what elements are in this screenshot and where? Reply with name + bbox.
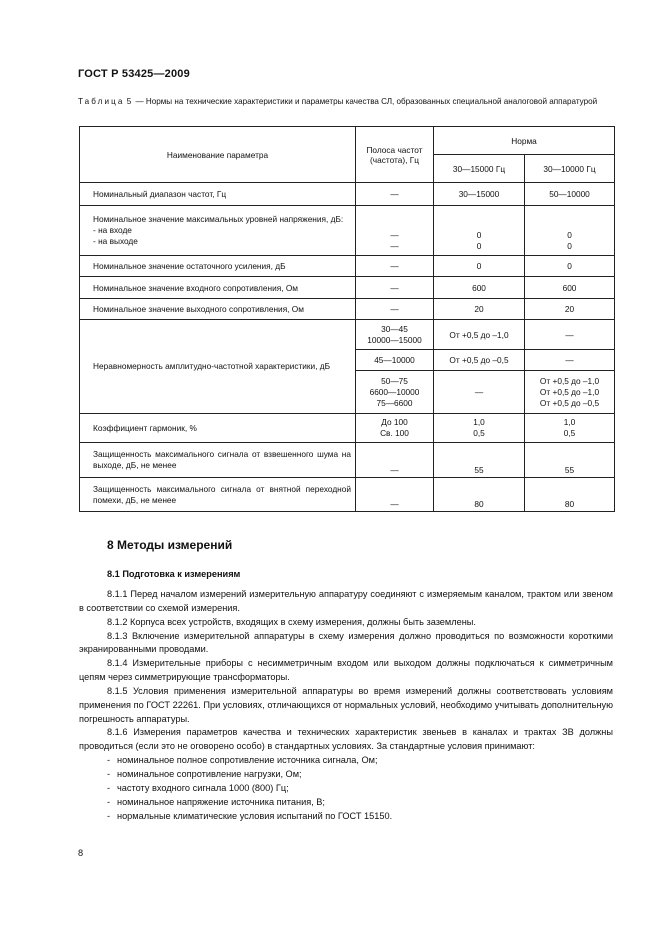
list-item [79,782,613,796]
table-row [80,183,615,206]
cell-norm-line: 0,5 [563,428,576,438]
section-heading: 8 Методы измерений [107,538,233,552]
paragraph: 8.1.5 Условия применения измерительной аппаратуры во время измерений должны соответствовать условиям применения по ГОСТ 22261. При условиях, отличающихся от нормальных условий, необходимо учитывать дополнительную погрешность аппаратуры. [79,685,613,724]
list-item [79,768,613,782]
subsection-heading: 8.1 Подготовка к измерениям [107,569,241,579]
cell-a-out: 0 [476,241,482,251]
cell-norm-line: 1,0 [473,417,485,427]
cell-norm-line: От +0,5 до –0,5 [539,397,600,408]
cell-name-in: - на входе [93,225,132,235]
cell-norm-line: От +0,5 до –1,0 [539,375,600,386]
list-dash: - [107,755,111,766]
table-row [80,299,615,320]
list-dash: - [107,768,111,779]
table-row [80,478,615,512]
paragraph: 8.1.3 Включение измерительной аппаратуры в схему измерения должно проводиться по возможности короткими экранированными проводами. [79,630,613,655]
cell-band: 45—10000 [356,350,434,371]
list-item-text: частоту входного сигнала 1000 (800) Гц; [117,782,289,793]
cell-norm-line: 1,0 [563,417,576,427]
cell-band-line: 50—75 [381,375,408,386]
document-header: ГОСТ Р 53425—2009 [78,68,190,80]
table-row [80,414,615,443]
cell-norm-a: — [434,371,525,414]
cell-name-text: Номинальное значение максимальных уровней напряжения, дБ: [93,214,344,224]
paragraph: 8.1.1 Перед началом измерений измерительную аппаратуру соединяют с измеряемым каналом, трактом или звеном в соответствии со схемой измерения. [79,589,613,613]
cell-band [356,371,434,414]
cell-band-line: Св. 100 [380,428,409,438]
cell-band: — [356,443,434,478]
cell-band: — [356,299,434,320]
cell-norm-b [525,206,615,256]
list-dash: - [107,810,111,821]
list-item [79,754,613,768]
cell-band-line: 10000—15000 [367,334,422,345]
cell-norm-b: — [525,350,615,371]
cell-band [356,414,434,443]
table-caption-text: — Нормы на технические характеристики и параметры качества СЛ, образованных специальной аналоговой аппаратурой [135,97,598,106]
cell-norm-b [525,371,615,414]
cell-name-text: Защищенность максимального сигнала от взвешенного шума на выходе, дБ, не менее [93,449,351,470]
cell-band-in: — [390,230,399,240]
cell-b-out: 0 [567,241,572,251]
header-norm-a: 30—15000 Гц [434,155,525,183]
cell-norm-a: От +0,5 до –0,5 [434,350,525,371]
cell-band: — [356,183,434,206]
cell-name: Коэффициент гармоник, % [80,414,356,443]
cell-name: Номинальное значение входного сопротивления, Ом [80,277,356,299]
cell-norm-line: От +0,5 до –1,0 [539,386,600,397]
cell-name: Номинальный диапазон частот, Гц [80,183,356,206]
page-number: 8 [78,848,84,858]
list-item [79,810,613,824]
list-item [79,796,613,810]
cell-norm-a: 0 [434,256,525,277]
paragraph: 8.1.4 Измерительные приборы с несимметричным входом или выходом должны подключаться к симметричным цепям через симметрирующие трансформаторы. [79,658,613,683]
cell-name [80,478,356,512]
cell-band-out: — [390,241,399,251]
cell-band: — [356,277,434,299]
cell-a-in: 0 [476,230,482,240]
table-row [80,277,615,299]
cell-norm-b: 50—10000 [525,183,615,206]
cell-norm-b [525,414,615,443]
cell-norm-b: 80 [525,478,615,512]
cell-norm-a [434,206,525,256]
cell-band-line: 75—6600 [376,397,413,408]
table-row [80,320,615,350]
list-item-text: номинальное напряжение источника питания, В; [117,796,325,807]
cell-norm-b: — [525,320,615,350]
cell-band: — [356,478,434,512]
paragraph: 8.1.6 Измерения параметров качества и технических характеристик звеньев в каналах и трактах ЗВ должны проводиться (если это не оговорено особо) в стандартных условиях. За стандартные условия принимают: [79,727,613,752]
cell-band-line: 30—45 [381,323,408,334]
cell-name: Номинальное значение остаточного усиления, дБ [80,256,356,277]
cell-norm-a: 600 [434,277,525,299]
table-caption-label: Таблица [78,97,125,106]
cell-norm-b: 55 [525,443,615,478]
cell-band-line: До 100 [381,417,408,427]
header-norm: Норма [434,127,615,155]
cell-band [356,320,434,350]
cell-b-in: 0 [567,230,572,240]
cell-norm-b: 20 [525,299,615,320]
cell-norm-a [434,414,525,443]
cell-band: — [356,256,434,277]
cell-name-text: Защищенность максимального сигнала от внятной переходной помехи, дБ, не менее [93,483,351,505]
list-dash: - [107,796,111,807]
section-body [79,588,613,823]
list-item-text: номинальное сопротивление нагрузки, Ом; [117,768,302,779]
header-param: Наименование параметра [80,127,356,183]
list-dash: - [107,782,111,793]
cell-norm-b: 0 [525,256,615,277]
norms-table [79,126,615,512]
cell-name [80,320,356,414]
cell-norm-line: 0,5 [473,428,485,438]
paragraph: 8.1.2 Корпуса всех устройств, входящих в схему измерения, должны быть заземлены. [107,616,476,627]
cell-norm-b: 600 [525,277,615,299]
header-norm-b: 30—10000 Гц [525,155,615,183]
cell-norm-a: От +0,5 до –1,0 [434,320,525,350]
cell-name [80,443,356,478]
cell-band [356,206,434,256]
cell-norm-a: 80 [434,478,525,512]
cell-norm-a: 55 [434,443,525,478]
list-item-text: нормальные климатические условия испытаний по ГОСТ 15150. [117,810,393,821]
list-item-text: номинальное полное сопротивление источника сигнала, Ом; [117,755,378,766]
table-row [80,206,615,256]
cell-name-text: Неравномерность амплитудно-частотной характеристики, дБ [93,361,331,371]
cell-name: Номинальное значение выходного сопротивления, Ом [80,299,356,320]
cell-norm-a: 30—15000 [434,183,525,206]
conditions-list [79,754,613,823]
header-band: Полоса частот (частота), Гц [356,127,434,183]
table-row [80,443,615,478]
cell-band-line: 6600—10000 [369,386,420,397]
table-caption-number: 5 [126,97,134,106]
cell-norm-a: 20 [434,299,525,320]
table-row [80,256,615,277]
table-caption [78,96,608,108]
cell-name [80,206,356,256]
cell-name-out: - на выходе [93,236,138,246]
